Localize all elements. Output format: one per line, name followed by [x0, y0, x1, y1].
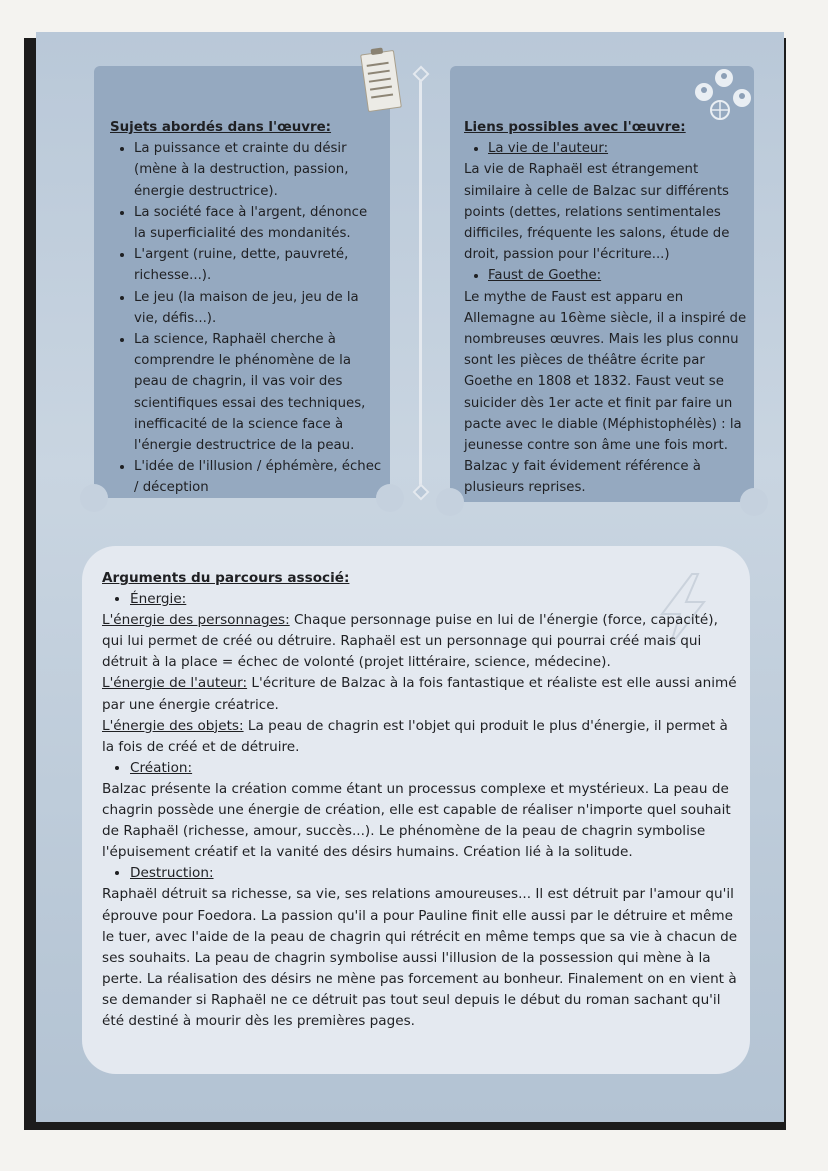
author-life-subheading: • La vie de l'auteur:	[488, 138, 748, 159]
subjects-list	[110, 138, 382, 498]
faust-text: Le mythe de Faust est apparu en Allemagne au 16ème siècle, il a inspiré de nombreuses œuvres. Mais les plus connu sont les pièces de théâtre écrite par Goethe en 1808 et 1832. Faust veut se suicider dès 1er acte et finit par faire un pacte avec le diable (Méphistophélès) : la jeunesse contre son âme une fois mort. Balzac y fait évidement référence à plusieurs reprises.	[464, 289, 747, 496]
energy-objects-label: L'énergie des objets:	[102, 717, 244, 734]
list-item: • L'idée de l'illusion / éphémère, échec / déception	[134, 456, 382, 498]
energy-author-label: L'énergie de l'auteur:	[102, 675, 248, 692]
subjects-card	[94, 66, 390, 498]
list-item: • La puissance et crainte du désir (mène à la destruction, passion, énergie destructrice).	[134, 138, 382, 202]
energy-characters-paragraph	[102, 610, 742, 673]
destruction-text: Raphaël détruit sa richesse, sa vie, ses relations amoureuses... Il est détruit par l'amour qu'il éprouve pour Foedora. La passion qu'il a pour Pauline finit elle aussi par le détruire et même le tuer, avec l'aide de la peau de chagrin qui rétrécit en même temps que sa vie à chacun de ses souhaits. La peau de chagrin symbolise aussi l'illusion de la possession qui mène à la perte. La réalisation des désirs ne mène pas forcement au bonheur. Finalement on en vient à se demander si Raphaël ne ce détruit pas tout seul depuis le début du roman sachant qu'il été destiné à mourir dès les premières pages.	[102, 886, 738, 1029]
divider-diamond	[413, 66, 430, 83]
energy-author-text: L'écriture de Balzac à la fois fantastique et réaliste est elle aussi animé par une énergie créatrice.	[102, 675, 737, 713]
card-notch	[436, 488, 464, 516]
links-card	[450, 66, 754, 502]
creation-bullet	[102, 758, 742, 779]
list-item: • La société face à l'argent, dénonce la superficialité des mondanités.	[134, 202, 382, 244]
arguments-card	[82, 546, 750, 1074]
arguments-heading: Arguments du parcours associé:	[102, 570, 350, 586]
destruction-subheading: • Destruction:	[130, 863, 742, 884]
list-item: • La science, Raphaël cherche à comprendre le phénomène de la peau de chagrin, il vas voir des scientifiques essai des techniques, inefficacité de la science face à l'énergie destructrice de la peau.	[134, 329, 382, 456]
people-network-icon	[690, 66, 760, 122]
clipboard-icon	[360, 50, 402, 112]
center-divider	[419, 72, 422, 492]
links-heading: Liens possibles avec l'œuvre:	[464, 120, 686, 135]
subjects-heading: Sujets abordés dans l'œuvre:	[110, 120, 332, 135]
author-life-text: La vie de Raphaël est étrangement similaire à celle de Balzac sur différents points (dettes, relations sentimentales difficiles, fréquente les salons, étude de droit, passion pour l'écriture...)	[464, 162, 730, 263]
energy-characters-label: L'énergie des personnages:	[102, 612, 290, 629]
energy-author-paragraph	[102, 673, 742, 715]
energy-subheading: • Énergie:	[130, 589, 742, 610]
energy-characters-text: Chaque personnage puise en lui de l'énergie (force, capacité), qui lui permet de créé ou détruire. Raphaël est un personnage qui pourrai créé mais qui détruit à la place = échec de volonté (projet littéraire, science, médecine).	[102, 612, 718, 671]
links-sublist-2	[464, 265, 748, 286]
list-item: • Le jeu (la maison de jeu, jeu de la vie, défis...).	[134, 287, 382, 329]
divider-diamond	[413, 484, 430, 501]
card-notch	[80, 484, 108, 512]
links-sublist-1	[464, 138, 748, 159]
energy-objects-text: La peau de chagrin est l'objet qui produit le plus d'énergie, il permet à la fois de créé et de détruire.	[102, 717, 728, 755]
list-item: • L'argent (ruine, dette, pauvreté, richesse...).	[134, 244, 382, 286]
creation-subheading: • Création:	[130, 758, 742, 779]
energy-bullet	[102, 589, 742, 610]
destruction-bullet	[102, 863, 742, 884]
energy-objects-paragraph	[102, 716, 742, 758]
creation-text: Balzac présente la création comme étant un processus complexe et mystérieux. La peau de chagrin possède une énergie de création, elle est capable de réaliser n'importe quel souhait de Raphaël (richesse, amour, succès...). Le phénomène de la peau de chagrin symbolise l'épuisement créatif et la vanité des désirs humains. Création lié à la solitude.	[102, 780, 731, 861]
document-page	[36, 32, 784, 1122]
faust-subheading: • Faust de Goethe:	[488, 265, 748, 286]
